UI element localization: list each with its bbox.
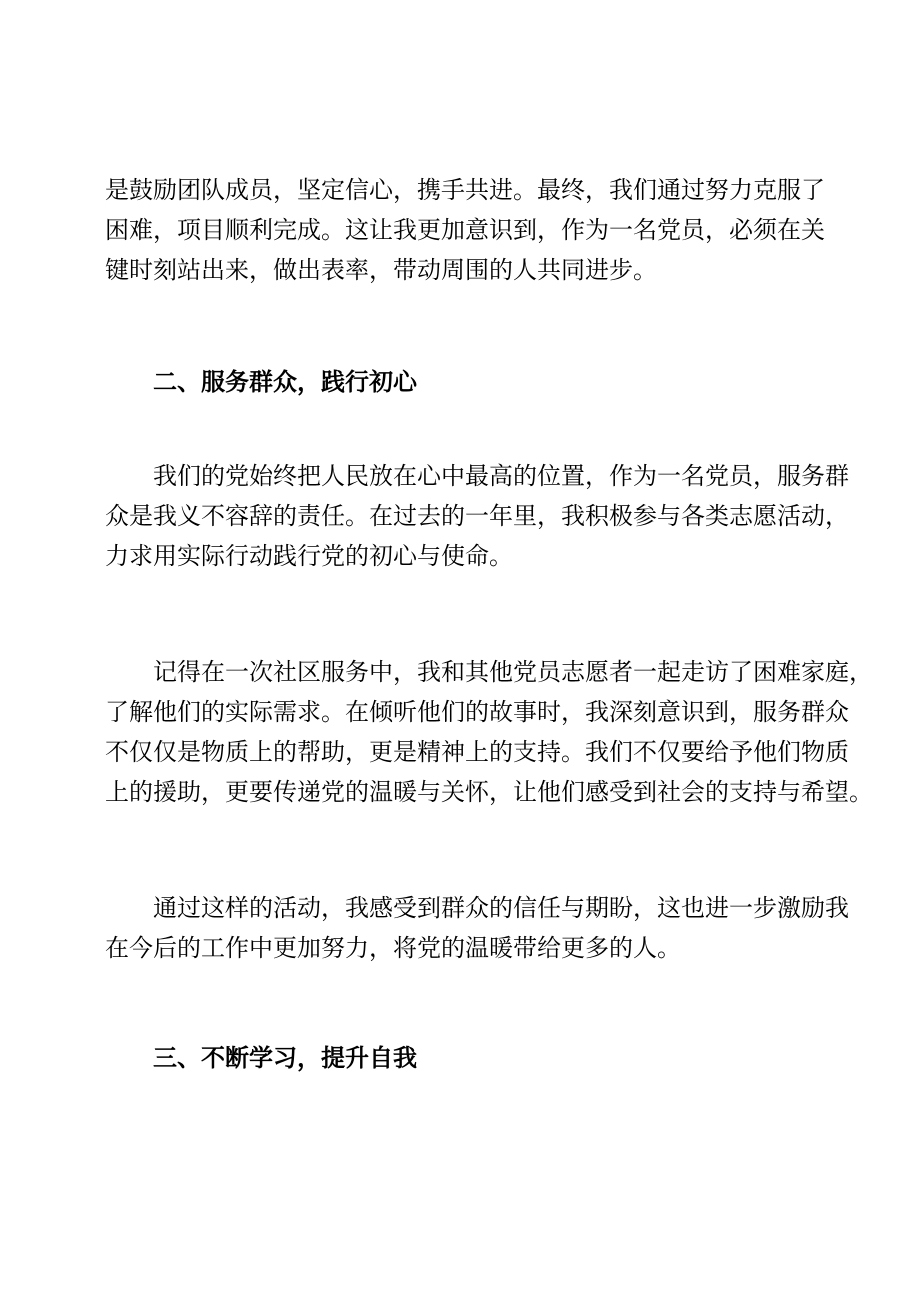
section-heading-3: 三、不断学习，提升自我	[153, 1043, 417, 1072]
paragraph-3	[105, 652, 873, 812]
section-heading-2: 二、服务群众，践行初心	[153, 367, 417, 396]
paragraph-4	[105, 888, 849, 968]
text-line: 是鼓励团队成员，坚定信心，携手共进。最终，我们通过努力克服了	[105, 176, 825, 204]
text-line: 我们的党始终把人民放在心中最高的位置，作为一名党员，服务群	[153, 462, 849, 490]
text-line: 通过这样的活动，我感受到群众的信任与期盼，这也进一步激励我	[153, 894, 849, 922]
text-line: 不仅仅是物质上的帮助，更是精神上的支持。我们不仅要给予他们物质	[105, 738, 849, 766]
text-line: 困难，项目顺利完成。这让我更加意识到，作为一名党员，必须在关	[105, 216, 825, 244]
paragraph-2	[105, 456, 849, 576]
text-line: 力求用实际行动践行党的初心与使命。	[105, 542, 513, 570]
text-line: 众是我义不容辞的责任。在过去的一年里，我积极参与各类志愿活动，	[105, 502, 849, 530]
text-line: 在今后的工作中更加努力，将党的温暖带给更多的人。	[105, 934, 681, 962]
text-line: 上的援助，更要传递党的温暖与关怀，让他们感受到社会的支持与希望。	[105, 778, 873, 806]
paragraph-1	[105, 170, 825, 290]
text-line: 记得在一次社区服务中，我和其他党员志愿者一起走访了困难家庭，	[153, 658, 873, 686]
text-line: 键时刻站出来，做出表率，带动周围的人共同进步。	[105, 256, 657, 284]
text-line: 了解他们的实际需求。在倾听他们的故事时，我深刻意识到，服务群众	[105, 698, 849, 726]
